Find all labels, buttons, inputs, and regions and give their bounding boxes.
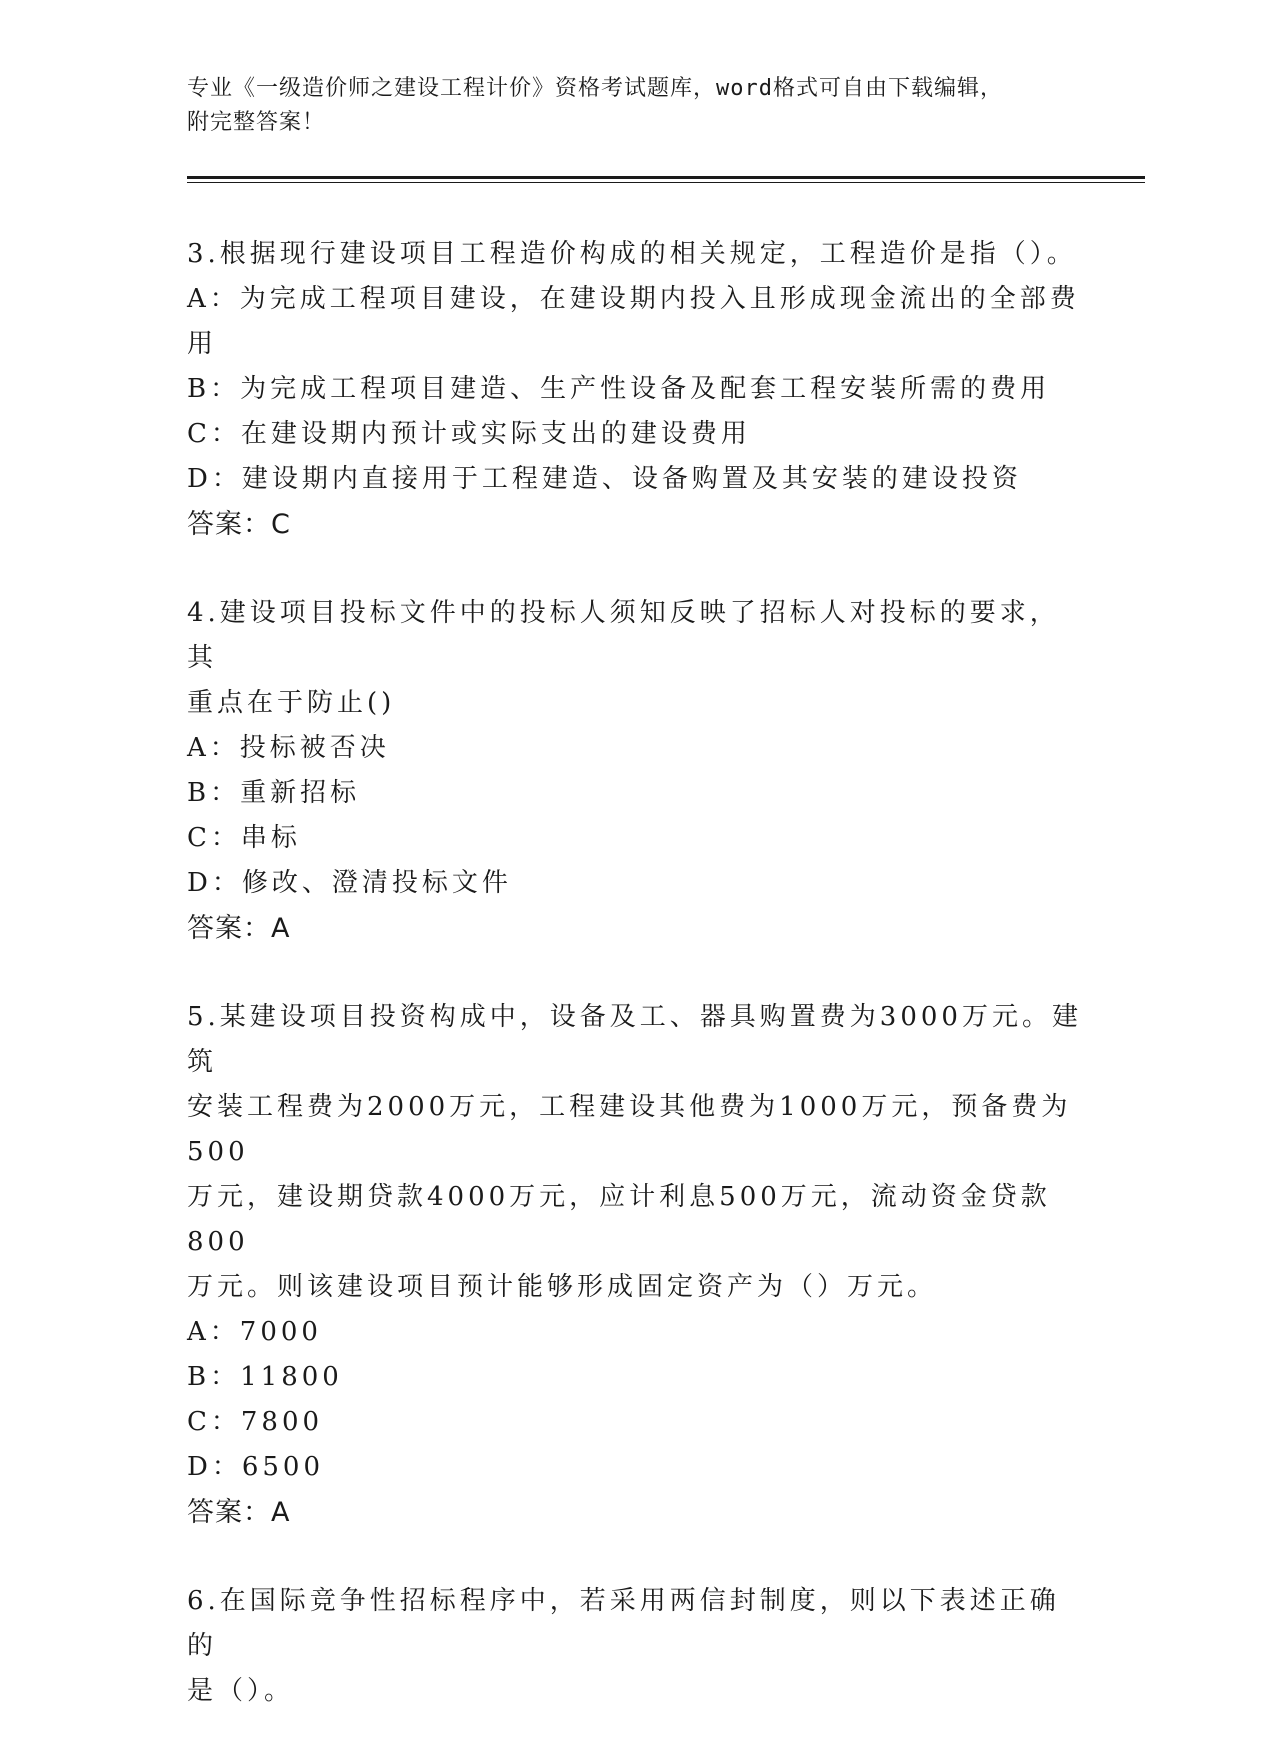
option-b: B：11800 xyxy=(187,1362,343,1392)
answer-label: 答案：A xyxy=(187,1497,291,1528)
question-stem: 3.根据现行建设项目工程造价构成的相关规定，工程造价是指（）。 xyxy=(187,239,1077,269)
question-stem: 重点在于防止() xyxy=(187,688,396,718)
option-b: B：重新招标 xyxy=(187,778,361,808)
question-3 xyxy=(187,232,1087,547)
question-stem: 万元，建设期贷款4000万元，应计利息500万元，流动资金贷款800 xyxy=(187,1182,1051,1257)
option-c: C：在建设期内预计或实际支出的建设费用 xyxy=(187,419,751,449)
question-stem: 6.在国际竞争性招标程序中，若采用两信封制度，则以下表述正确的 xyxy=(187,1586,1060,1661)
question-6 xyxy=(187,1579,1087,1714)
option-a: A：为完成工程项目建设，在建设期内投入且形成现金流出的全部费用 xyxy=(187,284,1080,359)
question-stem: 5.某建设项目投资构成中，设备及工、器具购置费为3000万元。建筑 xyxy=(187,1002,1082,1077)
question-5 xyxy=(187,995,1087,1535)
option-a: A：投标被否决 xyxy=(187,733,390,763)
header-divider-thick xyxy=(187,176,1145,179)
header-divider-thin xyxy=(187,182,1145,183)
question-stem: 4.建设项目投标文件中的投标人须知反映了招标人对投标的要求，其 xyxy=(187,598,1060,673)
question-list xyxy=(187,232,1087,1758)
option-c: C：7800 xyxy=(187,1407,324,1437)
document-header xyxy=(187,72,1087,140)
question-stem: 万元。则该建设项目预计能够形成固定资产为（）万元。 xyxy=(187,1272,938,1302)
question-4 xyxy=(187,591,1087,951)
option-a: A：7000 xyxy=(187,1317,322,1347)
option-d: D：建设期内直接用于工程建造、设备购置及其安装的建设投资 xyxy=(187,464,1022,494)
option-c: C：串标 xyxy=(187,823,301,853)
header-line-1: 专业《一级造价师之建设工程计价》资格考试题库，word格式可自由下载编辑， xyxy=(187,76,1003,101)
question-stem: 安装工程费为2000万元，工程建设其他费为1000万元，预备费为500 xyxy=(187,1092,1072,1167)
option-b: B：为完成工程项目建造、生产性设备及配套工程安装所需的费用 xyxy=(187,374,1051,404)
answer-label: 答案：A xyxy=(187,913,291,944)
option-d: D：修改、澄清投标文件 xyxy=(187,868,512,898)
question-stem: 是（）。 xyxy=(187,1676,295,1706)
answer-label: 答案：C xyxy=(187,509,291,540)
header-line-2: 附完整答案！ xyxy=(187,110,326,135)
option-d: D：6500 xyxy=(187,1452,325,1482)
